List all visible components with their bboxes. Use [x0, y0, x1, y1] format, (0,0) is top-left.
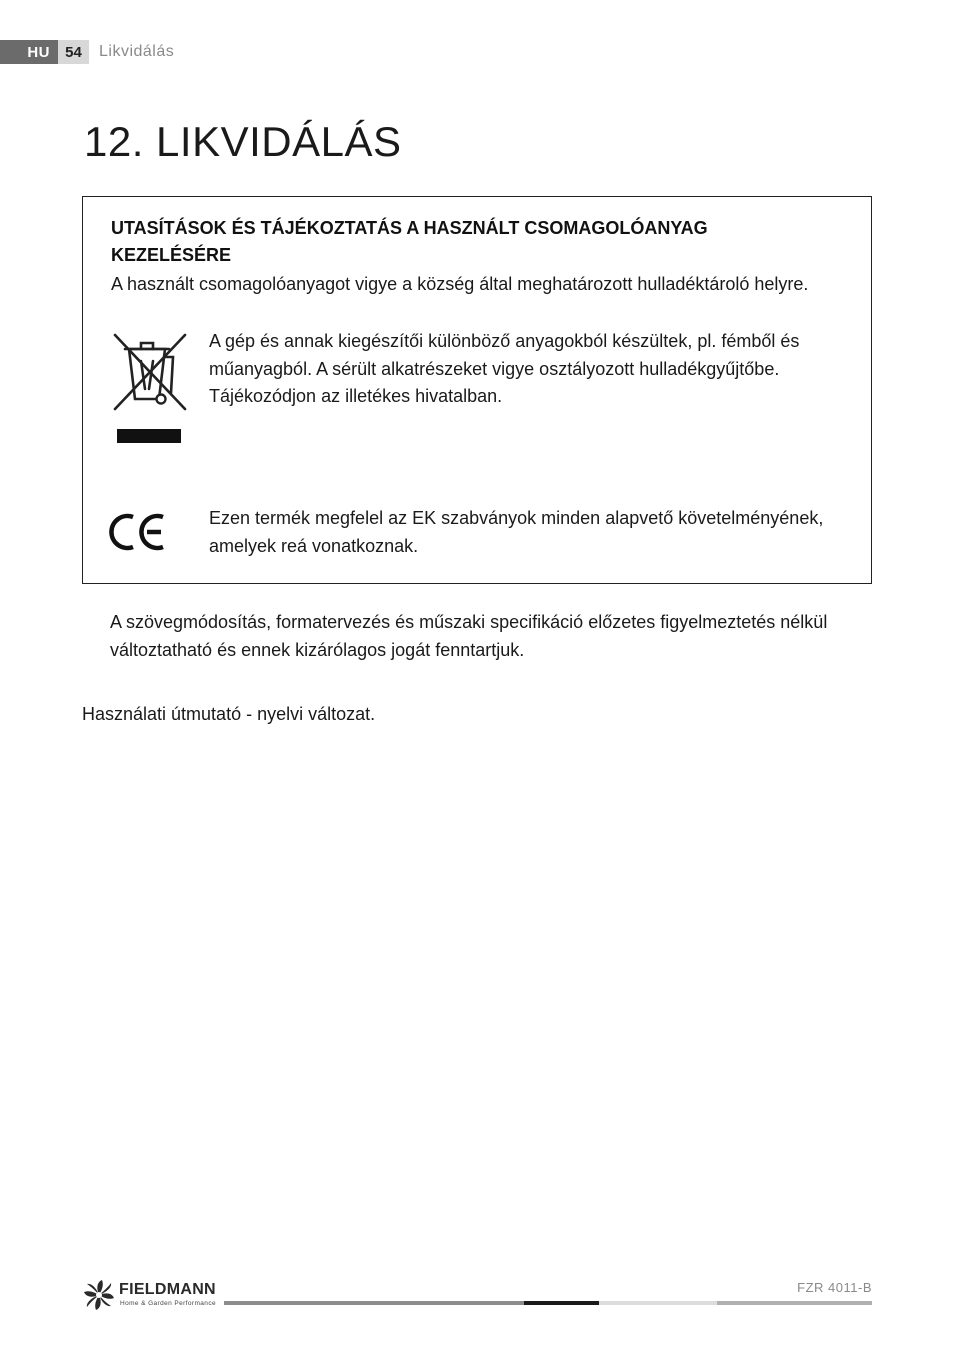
footer-rule-segment-end	[717, 1301, 872, 1305]
ce-text: Ezen termék megfelel az EK szabványok minden alapvető követelményének, amelyek reá vonatkoznak.	[209, 508, 824, 556]
change-notice: A szövegmódosítás, formatervezés és műszaki specifikáció előzetes figyelmeztetés nélkül változtatható és ennek kizárólagos jogát fenntartjuk.	[110, 612, 828, 660]
brand-name: FIELDMANN	[119, 1281, 216, 1298]
language-version-note: Használati útmutató - nyelvi változat.	[82, 704, 376, 724]
brand-tagline: Home & Garden Performance	[120, 1300, 216, 1307]
weee-text: A gép és annak kiegészítői különböző anyagokból készültek, pl. fémből és műanyagból. A sérült alkatrészeket vigye osztályozott hulladékgyűjtőbe. Tájékozódjon az illetékes hivatalban.	[209, 331, 800, 406]
disposal-info-box	[82, 196, 872, 584]
page-title: 12. LIKVIDÁLÁS	[84, 118, 402, 165]
box-heading: UTASÍTÁSOK ÉS TÁJÉKOZTATÁS A HASZNÁLT CSOMAGOLÓANYAG KEZELÉSÉRE	[111, 218, 708, 265]
footer-rule-segment-light	[599, 1301, 717, 1305]
fan-logo-icon	[82, 1278, 116, 1312]
footer-rule-segment-mid	[224, 1301, 524, 1305]
crossed-out-wheelie-bin-icon	[109, 331, 189, 447]
page-header	[0, 40, 174, 64]
language-tag: HU	[0, 40, 58, 64]
footer-rule-segment-dark	[524, 1301, 599, 1305]
footer-rule	[224, 1301, 872, 1305]
packaging-text: A használt csomagolóanyagot vigye a község által meghatározott hulladéktároló helyre.	[111, 274, 809, 294]
brand-logo	[82, 1278, 222, 1312]
section-name: Likvidálás	[99, 43, 175, 60]
page-number: 54	[58, 40, 89, 64]
model-number: FZR 4011-B	[797, 1280, 872, 1295]
ce-mark-icon	[109, 511, 169, 553]
